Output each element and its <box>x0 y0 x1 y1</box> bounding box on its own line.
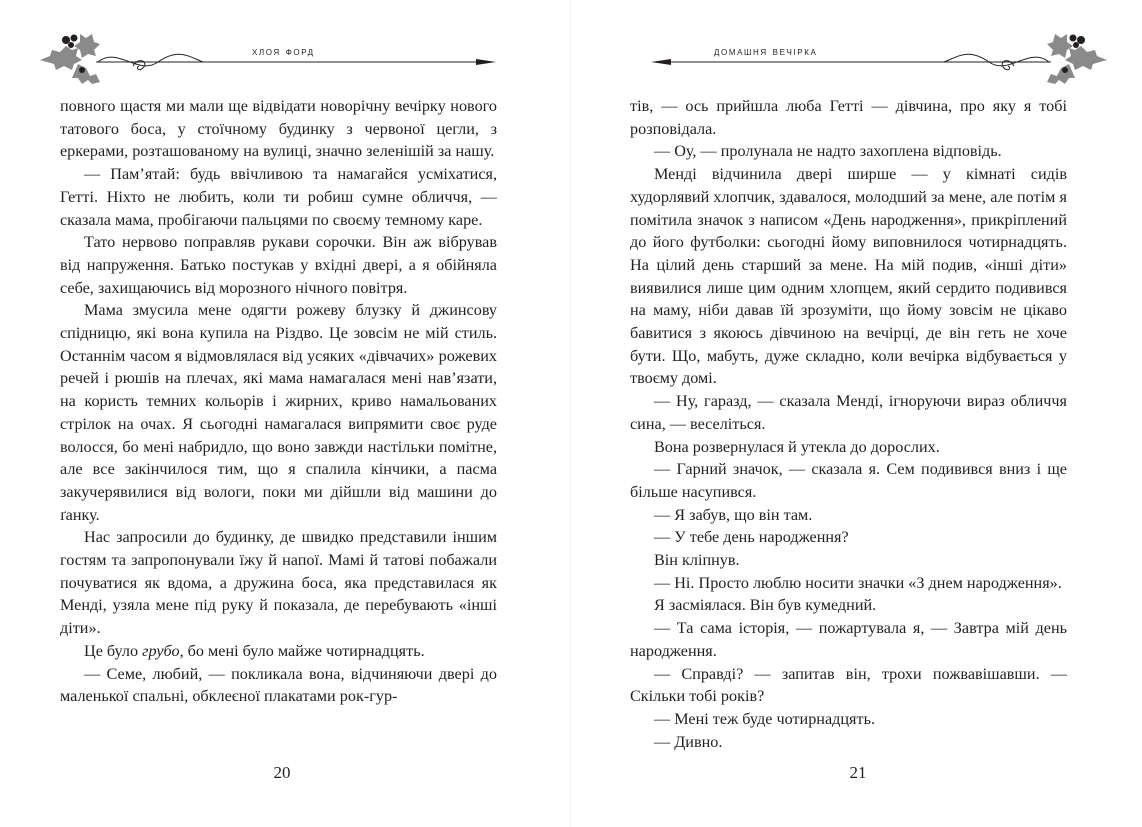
paragraph: — Оу, — пролунала не надто захоплена відповідь. <box>654 142 1002 161</box>
paragraph: — Пам’ятай: будь ввічливою та намагайся усміхатися, Гетті. Ніхто не любить, коли ти робиш сумне обличчя, — сказала мама, пробігаючи пальцями по своєму темному каре. <box>60 165 497 229</box>
page-number: 21 <box>849 763 867 782</box>
paragraph: — Семе, любий, — покликала вона, відчиняючи двері до маленької спальні, обклеєної плакатами рок-гур- <box>60 664 497 706</box>
paragraph: Тато нервово поправляв рукави сорочки. Він аж вібрував від напруження. Батько постукав у вхідні двері, а я обійняла себе, захищаючись від морозного нічного повітря. <box>60 233 497 297</box>
paragraph <box>60 640 497 663</box>
paragraph: тів, — ось прийшла люба Гетті — дівчина, про яку я тобі розповідала. <box>630 97 1067 138</box>
paragraph: — Справді? — запитав він, трохи пожвавішавши. — Скільки тобі років? <box>630 664 1067 706</box>
paragraph: Я засміялася. Він був кумедний. <box>654 596 877 615</box>
left-page-text <box>60 95 497 708</box>
emphasis-text: грубо <box>142 641 180 660</box>
paragraph: — Дивно. <box>654 732 723 751</box>
paragraph: — Ну, гаразд, — сказала Менді, ігноруючи вираз обличчя сина, — веселіться. <box>630 392 1067 433</box>
paragraph: Мама змусила мене одягти рожеву блузку й джинсову спідницю, які вона купила на Різдво. Це зовсім не мій стиль. Останнім часом я відмовлялася від усяких «дівчачих» рожевих речей і рюшів на плечах, які мама намагалася мені нав’язати, на користь темних кольорів і жирних, криво намальованих стрілок на очах. Я сьогодні намагалася випрямити своє руде волосся, бо мені набридло, що воно завжди настільки помітне, але все закінчилося тим, що я спалила кінчики, а пасма закучерявилися від вологи, поки ми дійшли від машини до ґанку. <box>60 301 497 524</box>
paragraph: Менді відчинила двері ширше — у кімнаті сидів худорлявий хлопчик, здавалося, молодший за мене, але потім я помітила значок з написом «День народження», прикріплений до його футболки: сьогодні йому виповнилося чотирнадцять. На цілий день старший за мене. На мій подив, «інші діти» виявилися лише цим одним хлопцем, який сердито подивився на маму, ніби давав їй зрозуміти, що йому зовсім не цікаво бавитися з якоюсь дівчиною на вечірці, де він геть не хоче бути. Що, мабуть, дуже складно, коли вечірка відбувається у твоєму домі. <box>630 165 1067 388</box>
paragraph: повного щастя ми мали ще відвідати новорічну вечірку нового татового боса, у стоїчному будинку з червоної цегли, з еркерами, розташованому на вулиці, значно зеленішій за нашу. <box>60 97 497 161</box>
paragraph: Він кліпнув. <box>654 551 740 570</box>
page-number: 20 <box>273 763 291 782</box>
paragraph: — Мені теж буде чотирнадцять. <box>654 709 876 728</box>
text-run: Це було <box>84 641 143 660</box>
paragraph: — Ні. Просто люблю носити значки «З днем народження». <box>654 573 1062 592</box>
right-page-text <box>630 95 1067 753</box>
right-page-header <box>649 26 1109 86</box>
running-head-author: хлоя форд <box>252 44 315 58</box>
paragraph: — У тебе день народження? <box>654 528 849 547</box>
text-run: , бо мені було майже чотирнадцять. <box>179 641 425 660</box>
paragraph: — Та сама історія, — пожартувала я, — Завтра мій день народження. <box>630 619 1067 660</box>
left-page-header <box>38 26 498 86</box>
paragraph: Вона розвернулася й утекла до дорослих. <box>654 437 940 456</box>
paragraph: Нас запросили до будинку, де швидко представили іншим гостям та запропонували їжу й напої. Мамі й татові побажали почуватися як вдома, а дружина боса, яка представилася як Менді, узяла мене під руку й показала, де перебувають «інші діти». <box>60 528 497 638</box>
paragraph: — Я забув, що він там. <box>654 505 813 524</box>
paragraph: — Гарний значок, — сказала я. Сем подивився вниз і ще більше насупився. <box>630 460 1067 501</box>
running-head-chapter: домашня вечірка <box>714 44 818 58</box>
